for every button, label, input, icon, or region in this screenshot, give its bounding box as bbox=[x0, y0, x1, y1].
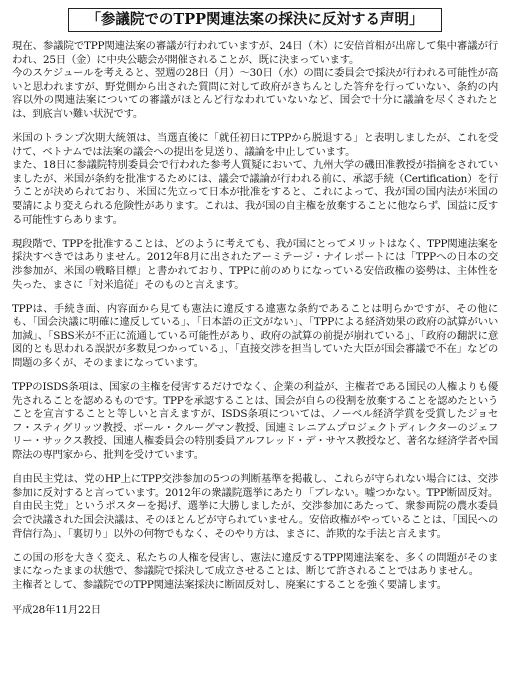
paragraph-conclusion bbox=[12, 552, 498, 593]
paragraph-line: 現在、参議院でTPP関連法案の審議が行われていますが、24日（木）に安倍首相が出席して集中審議が行われ、25日（金）に中央公聴会が開催されることが、既に決まっています。 bbox=[12, 40, 498, 66]
paragraph-line: 現段階で、TPPを批准することは、どのように考えても、我が国にとってメリットはなく、TPP関連法案を採決すべきではありません。2012年8月に出されたアーミテージ・ナイレポートには「TPPへの日本の交渉参加が、米国の戦略目標」と書かれており、TPPに前のめりになっている安倍政権の姿勢は、主体性を失った、まさに「対米追従」そのものと言えます。 bbox=[12, 237, 498, 291]
paragraph-schedule bbox=[12, 40, 498, 122]
statement-title: 「参議院でのTPP関連法案の採決に反対する声明」 bbox=[68, 8, 442, 32]
paragraph-line: 主権者として、参議院でのTPP関連法案採決に断固反対し、廃案にすることを強く要請します。 bbox=[12, 578, 447, 591]
paragraph-line: TPPのISDS条項は、国家の主権を侵害するだけでなく、企業の利益が、主権者である国民の人権よりも優先されることを認めるものです。TPPを承認することは、国会が自らの役割を放棄することを認めたということを宣言することと等しいと言えますが、ISDS条項については、ノーベル経済学賞を受賞したジョセフ・スティグリッツ教授、ポール・クルーグマン教授、国連ミレニアムプロジェクトディレクターのジェフリー・サックス教授、国連人権委員会の特別委員アルフレッド・デ・サヤス教授など、著名な経済学者や国際法の専門家から、批判を受けています。 bbox=[12, 381, 498, 462]
statement-date: 平成28年11月22日 bbox=[12, 604, 101, 617]
paragraph-isds bbox=[12, 381, 498, 463]
paragraph-ldp bbox=[12, 473, 498, 541]
paragraph-line: この国の形を大きく変え、私たちの人権を侵害し、憲法に違反するTPP関連法案を、多くの問題がそのままになったままの状態で、参議院で採決して成立させることは、断じて許されることではありません。 bbox=[12, 551, 498, 578]
paragraph-line: 自由民主党は、党のHP上にTPP交渉参加の5つの判断基準を掲載し、これらが守られない場合には、交渉参加に反対すると言っています。2012年の衆議院選挙にあたり「ブレない。嘘つかない。TPP断固反対。自由民主党」というポスターを掲げ、選挙に大勝しましたが、交渉参加にあたって、衆参両院の農水委員会で決議された国会決議は、そのほとんどが守られていません。安倍政権がやっていることは、「国民への背信行為」、「裏切り」以外の何物でもなく、そのやり方は、まさに、詐欺的な手法と言えます。 bbox=[12, 473, 498, 540]
paragraph-line: 米国のトランプ次期大統領は、当選直後に「就任初日にTPPから脱退する」と表明しましたが、これを受けて、ベトナムでは法案の議会への提出を見送り、議論を中止しています。 bbox=[12, 132, 498, 158]
paragraph-unconstitutional bbox=[12, 303, 498, 371]
paragraph-line: 今のスケジュールを考えると、翌週の28日（月）～30日（水）の間に委員会で採決が行われる可能性が高いと思われますが、野党側から出された質問に対して政府がきちんとした答弁を行っていない、条約の内容以外の関連法案についての審議がほとんど行なわれていないなど、国会で十分に議論を尽くされたとは、到底言い難い状況です。 bbox=[12, 67, 498, 120]
paragraph-line: また、18日に参議院特別委員会で行われた参考人質疑において、九州大学の磯田准教授が指摘をされていましたが、米国が条約を批准するためには、議会で議論が行われる前に、承認手続（Certification）を行うことが決められており、米国に先立って日本が批准をすると、これによって、我が国の国内法が米国の要請により変えられる危険性があります。これは、我が国の自主権を放棄することに他ならず、国益に反する可能性すらあります。 bbox=[12, 159, 498, 226]
paragraph-line: TPPは、手続き面、内容面から見ても憲法に違反する違憲な条約であることは明らかですが、その他にも、「国会決議に明確に違反している」、「日本語の正文がない」、「TPPによる経済効果の政府の試算がいい加減」、「SBS米が不正に流通している可能性があり、政府の試算の前提が崩れている」、「政府の翻訳に意図的とも思われる誤訳が多数見つかっている」、「直接交渉を担当していた大臣が国会審議で不在」などの問題の多くが、そのままになっています。 bbox=[12, 302, 498, 369]
paragraph-trump bbox=[12, 132, 498, 227]
statement-body bbox=[10, 40, 500, 618]
paragraph-ratification bbox=[12, 238, 498, 292]
